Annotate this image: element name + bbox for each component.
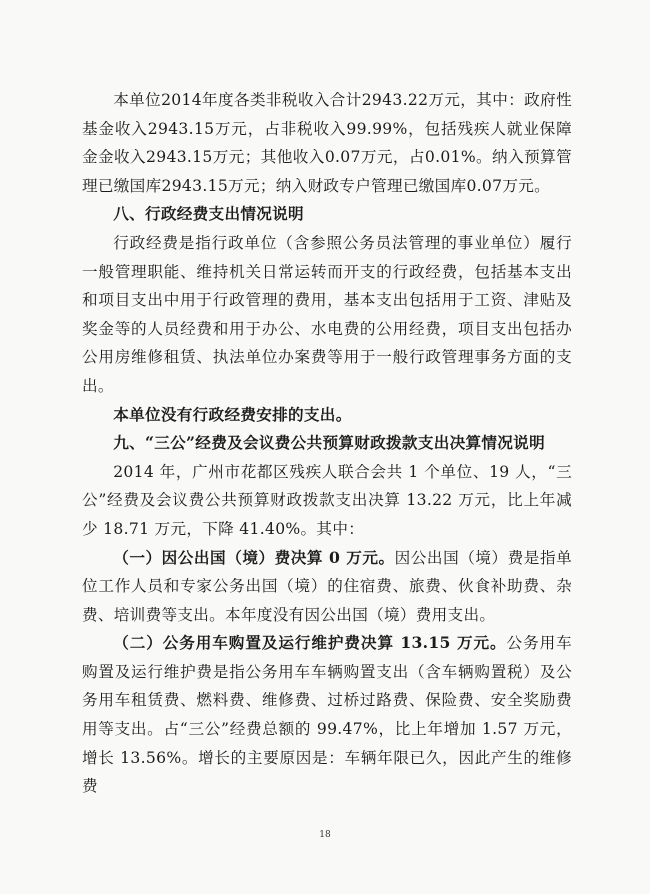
paragraph-nontax-income: 本单位2014年度各类非税收入合计2943.22万元，其中：政府性基金收入2943.15万元，占非税收入99.99%，包括残疾人就业保障金金收入2943.15万元；其他收入0.07万元，占0.01%。纳入预算管理已缴国库2943.15万元；纳入财政专户管理已缴国库0.07万元。 <box>82 91 572 195</box>
paragraph-admin-expense-definition: 行政经费是指行政单位（含参照公务员法管理的事业单位）履行一般管理职能、维持机关日常运转而开支的行政经费，包括基本支出和项目支出中用于行政管理的费用，基本支出包括用于工资、津贴及奖金等的人员经费和用于办公、水电费的公用经费，项目支出包括办公用房维修租赁、执法单位办案费等用于一般行政管理事务方面的支出。 <box>82 233 572 395</box>
overseas-travel-text: 因公出国（境）费是指单位工作人员和专家公务出国（境）的住宿费、旅费、伙食补助费、杂费、培训费等支出。本年度没有因公出国（境）费用支出。 <box>82 548 572 624</box>
page-number: 18 <box>319 830 331 840</box>
section-heading-9: 九、“三公”经费及会议费公共预算财政拨款支出决算情况说明 <box>113 433 545 453</box>
paragraph-three-public-summary: 2014 年，广州市花都区残疾人联合会共 1 个单位、19 人，“三公”经费及会议费公共预算财政拨款支出决算 13.22 万元，比上年减少 18.71 万元，下降 41.40%。其中： <box>82 462 572 538</box>
vehicle-expense-lead: （二）公务用车购置及运行维护费决算 13.15 万元。 <box>113 633 507 653</box>
paragraph-no-admin-expense: 本单位没有行政经费安排的支出。 <box>113 404 352 424</box>
paragraph-vehicle-expense <box>82 629 572 801</box>
section-heading-8: 八、行政经费支出情况说明 <box>113 204 304 224</box>
document-body <box>82 86 572 801</box>
paragraph-overseas-travel <box>82 544 572 630</box>
overseas-travel-lead: （一）因公出国（境）费决算 0 万元。 <box>113 547 395 567</box>
vehicle-expense-text: 公务用车购置及运行维护费是指公务用车车辆购置支出（含车辆购置税）及公务用车租赁费、燃料费、维修费、过桥过路费、保险费、安全奖励费用等支出。占“三公”经费总额的 99.47%，比上年增加 1.57 万元，增长 13.56%。增长的主要原因是：车辆年限已久，因此产生的维修费 <box>82 634 572 796</box>
